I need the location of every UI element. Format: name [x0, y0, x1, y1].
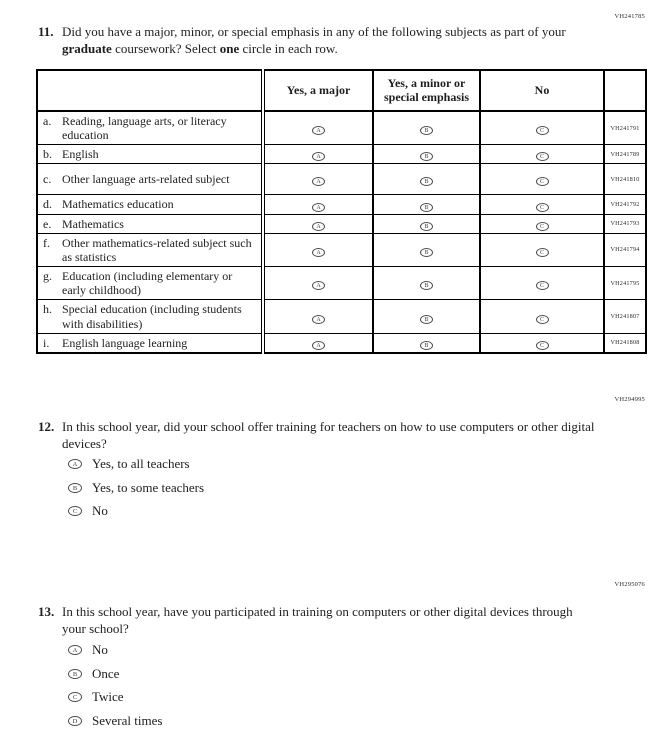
answer-oval-c[interactable]: C: [68, 692, 82, 702]
row-code: VH241810: [604, 164, 646, 195]
row-label: Education (including elementary or early childhood): [62, 269, 233, 298]
option-label: Once: [92, 665, 120, 681]
answer-oval-b[interactable]: B: [68, 669, 82, 679]
answer-oval-b[interactable]: B: [420, 315, 433, 324]
question-11: [38, 24, 598, 57]
question-13: [38, 604, 598, 637]
answer-oval-c[interactable]: C: [536, 248, 549, 257]
answer-oval-a[interactable]: A: [68, 459, 82, 469]
answer-oval-c[interactable]: C: [536, 281, 549, 290]
answer-oval-a[interactable]: A: [68, 645, 82, 655]
bold-one: one: [219, 40, 240, 56]
row-letter: c.: [43, 172, 52, 187]
question-13-options: [68, 643, 162, 737]
row-letter: e.: [43, 216, 52, 231]
row-label: English: [62, 147, 99, 162]
col-header-code: [604, 70, 646, 111]
option-twice[interactable]: [68, 690, 162, 704]
row-code: VH241791: [604, 111, 646, 145]
answer-oval-b[interactable]: B: [420, 248, 433, 257]
row-letter: g.: [43, 269, 52, 284]
option-label: Several times: [92, 712, 163, 728]
row-label: Special education (including students with disabilities): [62, 302, 242, 331]
answer-oval-c[interactable]: C: [536, 177, 549, 186]
col-header-yes-major: Yes, a major: [263, 70, 373, 111]
answer-oval-c[interactable]: C: [536, 315, 549, 324]
answer-oval-b[interactable]: B: [420, 203, 433, 212]
question-12-text: In this school year, did your school offer training for teachers on how to use computers or other digital devices?: [62, 419, 595, 451]
answer-oval-c[interactable]: C: [536, 341, 549, 350]
row-code: VH241789: [604, 145, 646, 164]
row-label: Other mathematics-related subject such as statistics: [62, 235, 252, 264]
answer-oval-b[interactable]: B: [420, 126, 433, 135]
row-label: Mathematics: [62, 216, 124, 231]
answer-oval-a[interactable]: A: [312, 315, 325, 324]
answer-oval-d[interactable]: D: [68, 716, 82, 726]
row-letter: f.: [43, 235, 50, 250]
table-header-row: [37, 70, 646, 111]
row-letter: a.: [43, 114, 52, 128]
row-letter: d.: [43, 197, 52, 212]
option-label: No: [92, 642, 108, 657]
question-11-response-grid: [36, 69, 647, 354]
answer-oval-b[interactable]: B: [420, 281, 433, 290]
col-header-yes-minor: Yes, a minor or special emphasis: [373, 70, 480, 111]
option-yes-all-teachers[interactable]: [68, 457, 204, 471]
answer-oval-a[interactable]: A: [312, 248, 325, 257]
answer-oval-b[interactable]: B: [68, 483, 82, 493]
answer-oval-a[interactable]: A: [312, 152, 325, 161]
table-row-h: [37, 300, 646, 333]
col-header-stub: [37, 70, 263, 111]
option-no[interactable]: [68, 504, 204, 518]
option-label: Yes, to some teachers: [92, 479, 205, 495]
question-12: [38, 419, 598, 452]
answer-oval-c[interactable]: C: [536, 222, 549, 231]
answer-oval-c[interactable]: C: [536, 203, 549, 212]
table-row-f: [37, 233, 646, 266]
bold-graduate: graduate: [62, 40, 112, 56]
answer-oval-a[interactable]: A: [312, 177, 325, 186]
question-13-text: In this school year, have you participated in training on computers or other digital devices through your school?: [62, 604, 573, 636]
row-letter: b.: [43, 147, 52, 162]
table-row-g: [37, 267, 646, 300]
answer-oval-b[interactable]: B: [420, 152, 433, 161]
option-label: Twice: [92, 689, 124, 704]
option-no[interactable]: [68, 643, 162, 657]
option-label: Yes, to all teachers: [92, 456, 190, 471]
question-13-accession-code: VH295076: [614, 581, 645, 588]
question-12-accession-code: VH294995: [614, 396, 645, 403]
row-code: VH241793: [604, 214, 646, 233]
option-once[interactable]: [68, 667, 162, 681]
question-13-number: 13.: [38, 604, 55, 619]
option-label: No: [92, 503, 108, 518]
table-row-b: [37, 145, 646, 164]
answer-oval-c[interactable]: C: [68, 506, 82, 516]
question-11-number: 11.: [38, 24, 54, 39]
row-label: Other language arts-related subject: [62, 172, 230, 187]
question-12-number: 12.: [38, 419, 55, 434]
col-header-no: No: [480, 70, 604, 111]
answer-oval-a[interactable]: A: [312, 203, 325, 212]
row-label: Mathematics education: [62, 197, 174, 212]
option-yes-some-teachers[interactable]: [68, 481, 204, 495]
answer-oval-a[interactable]: A: [312, 281, 325, 290]
row-code: VH241794: [604, 233, 646, 266]
table-row-d: [37, 195, 646, 214]
answer-oval-a[interactable]: A: [312, 341, 325, 350]
table-row-i: [37, 333, 646, 353]
row-label: English language learning: [62, 335, 188, 350]
row-code: VH241808: [604, 333, 646, 353]
option-several-times[interactable]: [68, 714, 162, 728]
answer-oval-a[interactable]: A: [312, 126, 325, 135]
table-row-c: [37, 164, 646, 195]
row-letter: i.: [43, 335, 50, 350]
row-letter: h.: [43, 302, 52, 317]
question-11-text: Did you have a major, minor, or special emphasis in any of the following subjects as part of your graduate coursework? Select one circle in each row.: [62, 24, 566, 56]
answer-oval-c[interactable]: C: [536, 152, 549, 161]
answer-oval-c[interactable]: C: [536, 126, 549, 135]
table-row-a: [37, 111, 646, 145]
question-12-options: [68, 457, 204, 528]
row-code: VH241795: [604, 267, 646, 300]
table-row-e: [37, 214, 646, 233]
question-11-accession-code: VH241785: [614, 13, 645, 20]
answer-oval-b[interactable]: B: [420, 341, 433, 350]
answer-oval-b[interactable]: B: [420, 177, 433, 186]
row-code: VH241792: [604, 195, 646, 214]
answer-oval-b[interactable]: B: [420, 222, 433, 231]
row-label: Reading, language arts, or literacy education: [62, 114, 227, 143]
answer-oval-a[interactable]: A: [312, 222, 325, 231]
row-code: VH241807: [604, 300, 646, 333]
